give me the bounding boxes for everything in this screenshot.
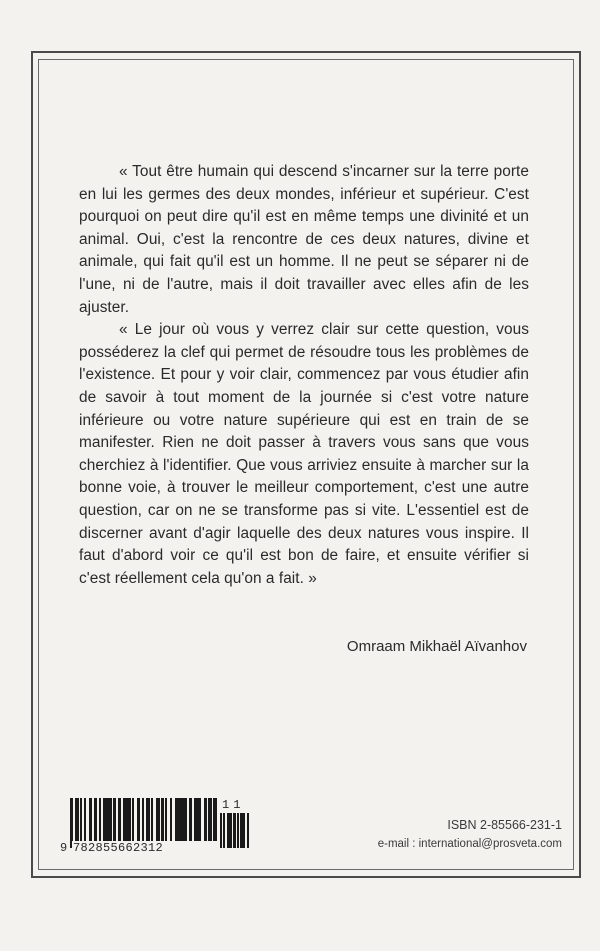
quote-paragraph-2: « Le jour où vous y verrez clair sur cette question, vous posséderez la clef qui permet de résoudre tous les problèmes de l'existence. Et pour y voir clair, commencez par vous étudier afin de savoir à tout moment de la journée si c'est votre nature inférieure ou votre nature supérieure qui est en train de se manifester. Rien ne doit passer à travers vous sans que vous cherchiez à l'identifier. Que vous arriviez ensuite à marcher sur la bonne voie, à trouver le meilleur comportement, c'est une autre question, car on ne se transforme pas si vite. L'essentiel est de discerner avant d'agir laquelle des deux natures vous inspire. Il faut d'abord voir ce qu'il est bon de faire, et ensuite vérifier si c'est réellement cela qu'on a fait. » xyxy=(79,321,529,587)
barcode-lead-digit: 9 xyxy=(60,841,68,855)
barcode-bar xyxy=(243,813,245,848)
isbn-number: ISBN 2-85566-231-1 xyxy=(447,818,562,832)
barcode xyxy=(60,798,260,860)
barcode-digits: 782855662312 xyxy=(72,841,220,855)
barcode-bar xyxy=(247,813,249,848)
quote-text xyxy=(79,161,529,590)
barcode-bar xyxy=(230,813,232,848)
contact-email: e-mail : international@prosveta.com xyxy=(377,838,562,850)
quote-paragraph-1: « Tout être humain qui descend s'incarner sur la terre porte en lui les germes des deux mondes, inférieur et supérieur. C'est pourquoi on peut dire qu'il est en même temps une divinité et un animal. Oui, c'est la rencontre de ces deux natures, divine et animale, qui fait qu'il est un homme. Il ne peut se séparer ni de l'une, ni de l'autre, mais il doit travailler avec elles afin de les ajuster. xyxy=(79,163,529,316)
quote-author: Omraam Mikhaël Aïvanhov xyxy=(346,638,527,655)
barcode-bar xyxy=(223,813,225,848)
barcode-bar xyxy=(237,813,239,848)
barcode-addon-digits: 11 xyxy=(222,798,245,812)
barcode-bar xyxy=(220,813,222,848)
barcode-addon-bars xyxy=(220,813,260,848)
